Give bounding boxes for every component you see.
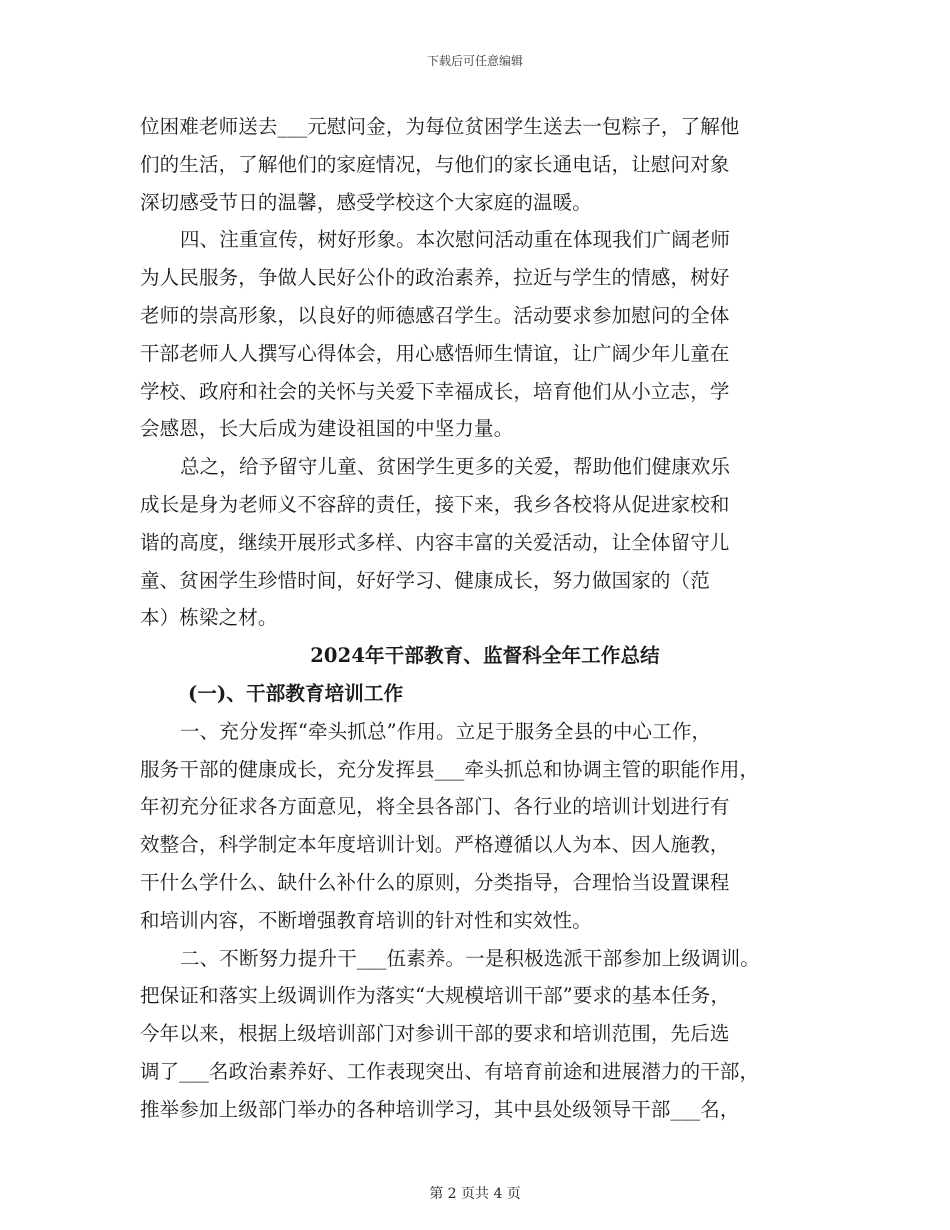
- text-line: 总之，给予留守儿童、贫困学生更多的关爱，帮助他们健康欢乐: [180, 455, 731, 479]
- text-line: 老师的崇高形象，以良好的师德感召学生。活动要求参加慰问的全体: [140, 303, 730, 327]
- text-line: 调了___名政治素养好、工作表现突出、有培育前途和进展潜力的干部，: [140, 1059, 760, 1083]
- text-line: 二、不断努力提升干___伍素养。一是积极选派干部参加上级调训。: [180, 946, 760, 970]
- text-line: 们的生活，了解他们的家庭情况，与他们的家长通电话，让慰问对象: [140, 152, 730, 176]
- text-line: 干什么学什么、缺什么补什么的原则，分类指导，合理恰当设置课程: [140, 870, 730, 894]
- section-title: 2024年干部教育、监督科全年工作总结: [310, 644, 660, 668]
- text-line: 今年以来，根据上级培训部门对参训干部的要求和培训范围，先后选: [140, 1022, 730, 1046]
- text-line: 效整合，科学制定本年度培训计划。严格遵循以人为本、因人施教，: [140, 833, 730, 857]
- text-line: 一、充分发挥“牵头抓总”作用。立足于服务全县的中心工作，: [180, 719, 712, 743]
- text-line: 为人民服务，争做人民好公仆的政治素养，拉近与学生的情感，树好: [140, 266, 730, 290]
- text-line: 和培训内容，不断增强教育培训的针对性和实效性。: [140, 908, 592, 932]
- text-line: 学校、政府和社会的关怀与关爱下幸福成长，培育他们从小立志，学: [140, 379, 730, 403]
- page-number: 第 2 页共 4 页: [429, 1186, 521, 1202]
- header-note: 下载后可任意编辑: [426, 54, 523, 68]
- text-line: 把保证和落实上级调训作为落实“大规模培训干部”要求的基本任务，: [140, 984, 731, 1008]
- text-line: 本）栋梁之材。: [140, 606, 278, 630]
- text-line: 干部老师人人撰写心得体会，用心感悟师生情谊，让广阔少年儿童在: [140, 341, 730, 365]
- text-line: 服务干部的健康成长，充分发挥县___牵头抓总和协调主管的职能作用，: [140, 757, 760, 781]
- text-line: 年初充分征求各方面意见，将全县各部门、各行业的培训计划进行有: [140, 795, 730, 819]
- document-body: [140, 108, 830, 1129]
- text-line: 位困难老师送去___元慰问金，为每位贫困学生送去一包粽子，了解他: [140, 115, 740, 138]
- text-line: 谐的高度，继续开展形式多样、内容丰富的关爱活动，让全体留守儿: [140, 530, 730, 554]
- text-line: 推举参加上级部门举办的各种培训学习，其中县处级领导干部___名，: [140, 1097, 740, 1121]
- text-line: 童、贫困学生珍惜时间，好好学习、健康成长，努力做国家的（范: [140, 568, 710, 592]
- text-line: 会感恩，长大后成为建设祖国的中坚力量。: [140, 417, 514, 441]
- section-subtitle: (一)、干部教育培训工作: [188, 681, 404, 705]
- text-line: 深切感受节日的温馨，感受学校这个大家庭的温暖。: [140, 190, 592, 214]
- text-line: 成长是身为老师义不容辞的责任，接下来，我乡各校将从促进家校和: [140, 492, 730, 516]
- text-line: 四、注重宣传，树好形象。本次慰问活动重在体现我们广阔老师: [180, 228, 731, 252]
